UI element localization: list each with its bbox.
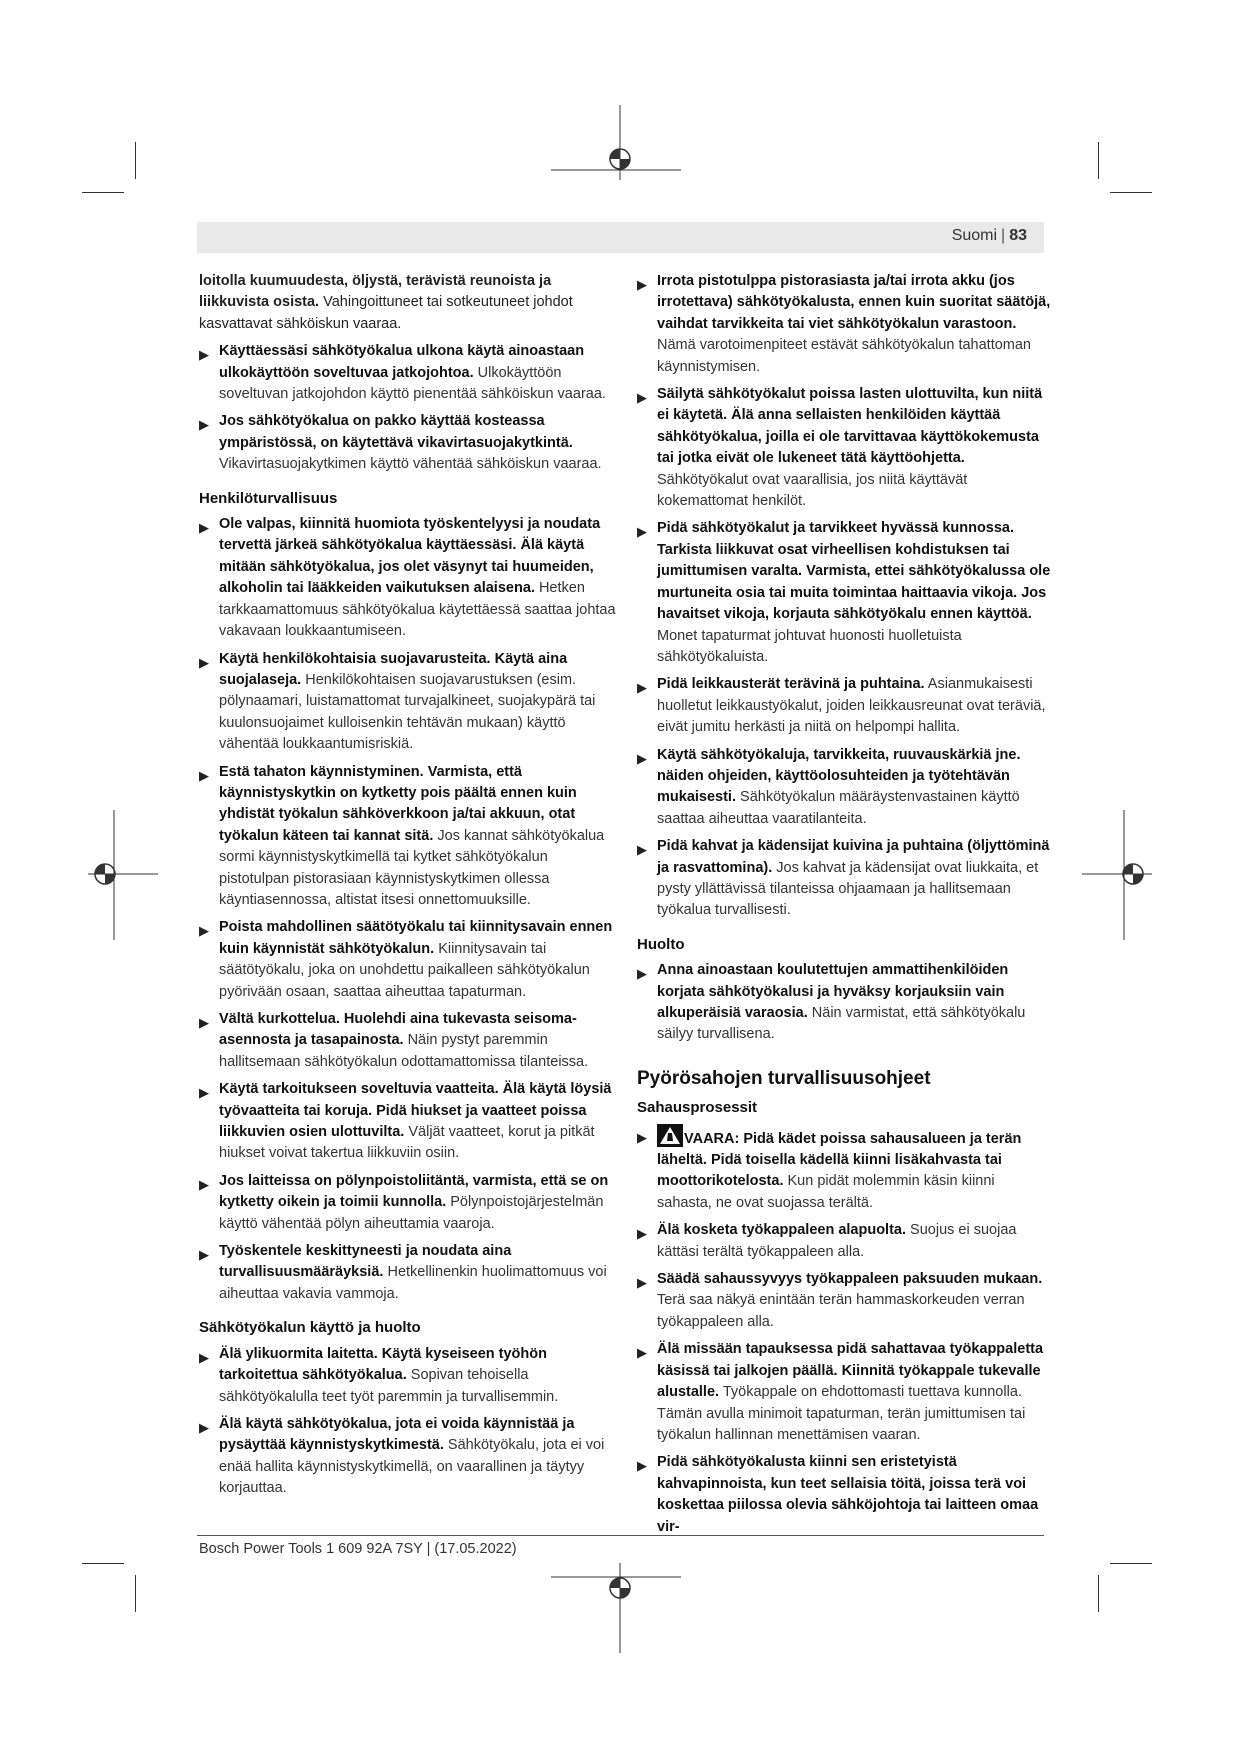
normal-text: Näin varmistat, että sähkötyökalu säilyy turvallisena. <box>657 1005 1026 1043</box>
crop-mark <box>135 142 136 179</box>
bold-text: Käytä sähkötyökaluja, tarvikkeita, ruuvauskärkiä jne. näiden ohjeiden, käyttöolosuhteiden ja työtehtävän mukaisesti. <box>657 746 1021 806</box>
crop-mark <box>1098 1575 1099 1612</box>
normal-text: Hetkellinenkin huolimattomuus voi aiheuttaa vakavia vammoja. <box>219 1264 607 1302</box>
list-item <box>637 1452 1053 1538</box>
list-item <box>199 762 617 912</box>
section-heading: Henkilöturvallisuus <box>199 489 338 507</box>
bullet-icon: ▶ <box>199 417 209 433</box>
normal-text: Hetken tarkkaamattomuus sähkötyökalua käytettäessä saattaa johtaa vakavaan loukkaantumiseen. <box>219 580 616 640</box>
bold-text: Pidä sähkötyökalusta kiinni sen eristetyistä kahvapinnoista, kun teet sellaisia töitä, joissa terä voi koskettaa piilossa olevia sähköjohtoja tai laitteen omaa vir- <box>657 1454 1039 1535</box>
list-item <box>199 1079 617 1165</box>
crop-mark <box>1098 142 1099 179</box>
normal-text: Vikavirtasuojakytkimen käyttö vähentää sähköiskun vaaraa. <box>219 456 602 473</box>
list-item <box>199 1009 617 1073</box>
bold-text: Pidä kahvat ja kädensijat kuivina ja puhtaina (öljyttöminä ja rasvattomina). <box>657 838 1050 876</box>
warning-icon <box>657 1124 683 1147</box>
normal-text: Sähkötyökalun määräystenvastainen käyttö saattaa aiheuttaa vaaratilanteita. <box>657 789 1020 827</box>
list-item <box>637 745 1053 831</box>
list-item <box>199 649 617 756</box>
crop-mark <box>1110 192 1152 193</box>
chapter-heading: Pyörösahojen turvallisuusohjeet <box>637 1067 931 1089</box>
footer-divider <box>197 1535 1044 1536</box>
list-item <box>637 1339 1053 1446</box>
bullet-icon: ▶ <box>637 680 647 696</box>
footer-text: Bosch Power Tools 1 609 92A 7SY | (17.05.2022) <box>199 1541 517 1557</box>
bullet-icon: ▶ <box>199 654 209 670</box>
bold-text: Ole valpas, kiinnitä huomiota työskentelyysi ja noudata tervettä järkeä sähkötyökalua käyttäessäsi. Älä käytä mitään sähkötyökalua, jos olet väsynyt tai huumeiden, alkoholin tai lääkkeiden vaikutuksen alaisena. <box>219 516 601 597</box>
normal-text: Sopivan tehoisella sähkötyökalulla teet työt paremmin ja turvallisemmin. <box>219 1367 559 1405</box>
normal-text: Jos kahvat ja kädensijat ovat liukkaita, et pysty yllättävissä tilanteissa ohjaamaan ja hallitsemaan työkalua turvallisesti. <box>657 859 1039 919</box>
bullet-icon: ▶ <box>637 524 647 540</box>
list-item <box>637 674 1053 738</box>
normal-text: Kun pidät molemmin käsin kiinni sahasta, ne ovat suojassa terältä. <box>657 1173 995 1211</box>
list-item <box>637 271 1053 378</box>
bullet-icon: ▶ <box>199 520 209 536</box>
crop-mark <box>82 1563 124 1564</box>
personal-safety-list <box>199 514 617 1305</box>
crop-mark <box>1110 1563 1152 1564</box>
paragraph <box>199 271 617 335</box>
bullet-icon: ▶ <box>637 750 647 766</box>
bullet-icon: ▶ <box>199 1015 209 1030</box>
normal-text: Henkilökohtaisen suojavarustuksen (esim. pölynaamari, luistamattomat turvajalkineet, suojakypärä tai kuulonsuojaimet kulloisenkin tehtävän mukaan) käyttö vähentää loukkaantumisriskiä. <box>219 671 596 753</box>
normal-text: Näin pystyt paremmin hallitsemaan sähkötyökalun odottamattomissa tilanteissa. <box>219 1032 589 1070</box>
normal-text: Monet tapaturmat johtuvat huonosti huolletuista sähkötyökaluista. <box>657 627 962 665</box>
bold-text: VAARA: Pidä kädet poissa sahausalueen ja terän läheltä. Pidä toisella kädellä kiinni lisäkahvasta tai moottorikotelosta. <box>657 1130 1022 1190</box>
bullet-icon: ▶ <box>199 1085 209 1101</box>
normal-text: Nämä varotoimenpiteet estävät sähkötyökalun tahattoman käynnistymisen. <box>657 337 1031 375</box>
page-header <box>197 222 1044 253</box>
section-heading: Sahausprosessit <box>637 1099 758 1117</box>
normal-text: Terä saa näkyä enintään terän hammaskorkeuden verran työkappaleen alla. <box>657 1292 1025 1330</box>
list-item <box>637 518 1053 668</box>
normal-text: Sähkötyökalut ovat vaarallisia, jos niitä käyttävät kokemattomat henkilöt. <box>657 471 968 510</box>
tool-use-list <box>637 271 1053 922</box>
bold-text: Jos laitteissa on pölynpoistoliitäntä, varmista, että se on kytketty oikein ja toimii kunnolla. <box>219 1172 609 1211</box>
normal-text: Väljät vaatteet, korut ja pitkät hiukset voivat takertua liikkuviin osiin. <box>219 1124 595 1162</box>
list-item <box>637 1220 1053 1263</box>
list-item <box>199 917 617 1003</box>
registration-mark-icon <box>551 105 691 195</box>
list-item <box>199 411 617 475</box>
crop-mark <box>135 1575 136 1612</box>
tool-use-list <box>199 1344 617 1500</box>
crop-mark <box>82 192 124 193</box>
header-text: Suomi | 83 <box>951 227 1027 244</box>
registration-mark-icon <box>551 1563 691 1658</box>
bullet-icon: ▶ <box>637 390 647 406</box>
bullet-icon: ▶ <box>199 1419 209 1435</box>
bold-text: loitolla kuumuudesta, öljystä, terävistä reunoista ja liikkuvista osista. <box>199 273 552 311</box>
bullet-icon: ▶ <box>637 1226 647 1242</box>
bullet-icon: ▶ <box>637 1129 647 1145</box>
bullet-icon: ▶ <box>199 767 209 783</box>
electrical-list <box>199 341 617 475</box>
bullet-icon: ▶ <box>637 842 647 858</box>
list-item <box>199 1171 617 1235</box>
bold-text: Käytä henkilökohtaisia suojavarusteita. Käytä aina suojalaseja. <box>219 650 568 688</box>
bold-text: Poista mahdollinen säätötyökalu tai kiinnitysavain ennen kuin käynnistät sähkötyökalun. <box>219 919 613 957</box>
bullet-icon: ▶ <box>637 1275 647 1291</box>
normal-text: Ulkokäyttöön soveltuvan jatkojohdon käyttö pienentää sähköiskun vaaraa. <box>219 364 606 403</box>
left-column <box>199 271 617 1506</box>
bullet-icon: ▶ <box>199 1176 209 1192</box>
list-item <box>199 1241 617 1305</box>
normal-text: Työkappale on ehdottomasti tuettava kunnolla. Tämän avulla minimoit tapaturman, terän jumittumisen tai työkalun hallinnan menettämisen vaaran. <box>657 1384 1026 1443</box>
list-item <box>637 384 1053 512</box>
bold-text: Vältä kurkottelua. Huolehdi aina tukevasta seisoma-asennosta ja tasapainosta. <box>219 1011 577 1049</box>
bullet-icon: ▶ <box>637 966 647 982</box>
bullet-icon: ▶ <box>199 347 209 363</box>
bullet-icon: ▶ <box>199 1349 209 1365</box>
list-item <box>199 1344 617 1408</box>
sawing-list <box>637 1124 1053 1538</box>
normal-text: Suojus ei suojaa kättäsi terältä työkappaleen alla. <box>657 1222 1017 1260</box>
right-column <box>637 271 1053 1544</box>
bold-text: Älä missään tapauksessa pidä sahattavaa työkappaletta käsissä tai jalkojen päällä. Kiinnitä työkappale tukevalle alustalle. <box>657 1341 1044 1401</box>
bold-text: Irrota pistotulppa pistorasiasta ja/tai irrota akku (jos irrotettava) sähkötyökalusta, ennen kuin suoritat säätöjä, vaihdat tarvikkeita tai viet sähkötyökalun varastoon. <box>657 273 1051 332</box>
bold-text: Säädä sahaussyvyys työkappaleen paksuuden mukaan. <box>657 1271 1043 1288</box>
normal-text: Sähkötyökalu, jota ei voi enää hallita käynnistyskytkimellä, on vaarallinen ja täytyy korjauttaa. <box>219 1437 605 1497</box>
list-item <box>199 341 617 405</box>
bullet-icon: ▶ <box>637 1458 647 1474</box>
bullet-icon: ▶ <box>199 923 209 939</box>
bold-text: Pidä leikkausterät terävinä ja puhtaina. <box>657 676 925 693</box>
bold-text: Työskentele keskittyneesti ja noudata aina turvallisuusmääräyksiä. <box>219 1243 512 1281</box>
list-item <box>637 1269 1053 1333</box>
list-item <box>637 960 1053 1046</box>
bold-text: Käytä tarkoitukseen soveltuvia vaatteita. Älä käytä löysiä työvaatteita tai koruja. Pidä hiukset ja vaatteet poissa liikkuvien osien ulottuvilta. <box>219 1081 612 1141</box>
list-item <box>199 514 617 642</box>
list-item <box>637 1124 1053 1215</box>
section-heading: Huolto <box>637 935 685 953</box>
normal-text: Jos kannat sähkötyökalua sormi käynnistyskytkimellä tai kytket sähkötyökalun pistotulpan pistorasiaan käynnistyskytkimen ollessa käyntiasennossa, altistat itsesi onnettomuuksille. <box>219 827 605 908</box>
service-list <box>637 960 1053 1046</box>
bold-text: Pidä sähkötyökalut ja tarvikkeet hyvässä kunnossa. Tarkista liikkuvat osat virheellisen kohdistuksen tai jumittumisen varalta. Varmista, ettei sähkötyökalussa ole murtuneita osia tai muita toimintaa haittaavia vikoja. Jos havaitset vikoja, korjauta sähkötyökalu ennen käyttöä. <box>657 520 1051 623</box>
bold-text: Estä tahaton käynnistyminen. Varmista, että käynnistyskytkin on kytketty pois päältä ennen kuin yhdistät työkalun sähköverkkoon ja/tai akkuun, otat työkalun käteen tai kannat sitä. <box>219 763 577 844</box>
page-number: 83 <box>1009 227 1027 244</box>
bold-text: Älä käytä sähkötyökalua, jota ei voida käynnistää ja pysäyttää käynnistyskytkimestä. <box>219 1415 575 1454</box>
registration-mark-icon <box>1082 810 1152 940</box>
bullet-icon: ▶ <box>637 1345 647 1361</box>
bold-text: Älä kosketa työkappaleen alapuolta. <box>657 1222 907 1239</box>
registration-mark-icon <box>88 810 158 940</box>
header-language: Suomi <box>951 227 998 244</box>
list-item <box>199 1414 617 1500</box>
bold-text: Käyttäessäsi sähkötyökalua ulkona käytä ainoastaan ulkokäyttöön soveltuvaa jatkojohtoa. <box>219 343 585 381</box>
bullet-icon: ▶ <box>637 277 647 292</box>
bold-text: Säilytä sähkötyökalut poissa lasten ulottuvilta, kun niitä ei käytetä. Älä anna sellaisten henkilöiden käyttää sähkötyökalua, joilla ei ole tarvittavaa käyttökokemusta tai jotka eivät ole lukeneet tätä käyttöohjetta. <box>657 386 1043 467</box>
list-item <box>637 836 1053 922</box>
bold-text: Jos sähkötyökalua on pakko käyttää kosteassa ympäristössä, on käytettävä vikavirtasuojakytkintä. <box>219 413 573 451</box>
bold-text: Älä ylikuormita laitetta. Käytä kyseiseen työhön tarkoitettua sähkötyökalua. <box>219 1345 547 1384</box>
normal-text: Pölynpoistojärjestelmän käyttö vähentää pölyn aiheuttamia vaaroja. <box>219 1194 604 1232</box>
normal-text: Asianmukaisesti huolletut leikkaustyökalut, joiden leikkausreunat ovat teräviä, eivät jumitu herkästi ja niitä on helpompi hallita. <box>657 676 1046 736</box>
normal-text: Kiinnitysavain tai säätötyökalu, joka on unohdettu paikalleen sähkötyökalun pyörivään osaan, saattaa aiheuttaa tapaturman. <box>219 940 590 1000</box>
section-heading: Sähkötyökalun käyttö ja huolto <box>199 1319 421 1337</box>
normal-text: Vahingoittuneet tai sotkeutuneet johdot kasvattavat sähköiskun vaaraa. <box>199 294 573 332</box>
bullet-icon: ▶ <box>199 1247 209 1263</box>
bold-text: Anna ainoastaan koulutettujen ammattihenkilöiden korjata sähkötyökalusi ja hyväksy korjauksiin vain alkuperäisiä varaosia. <box>657 962 1009 1021</box>
